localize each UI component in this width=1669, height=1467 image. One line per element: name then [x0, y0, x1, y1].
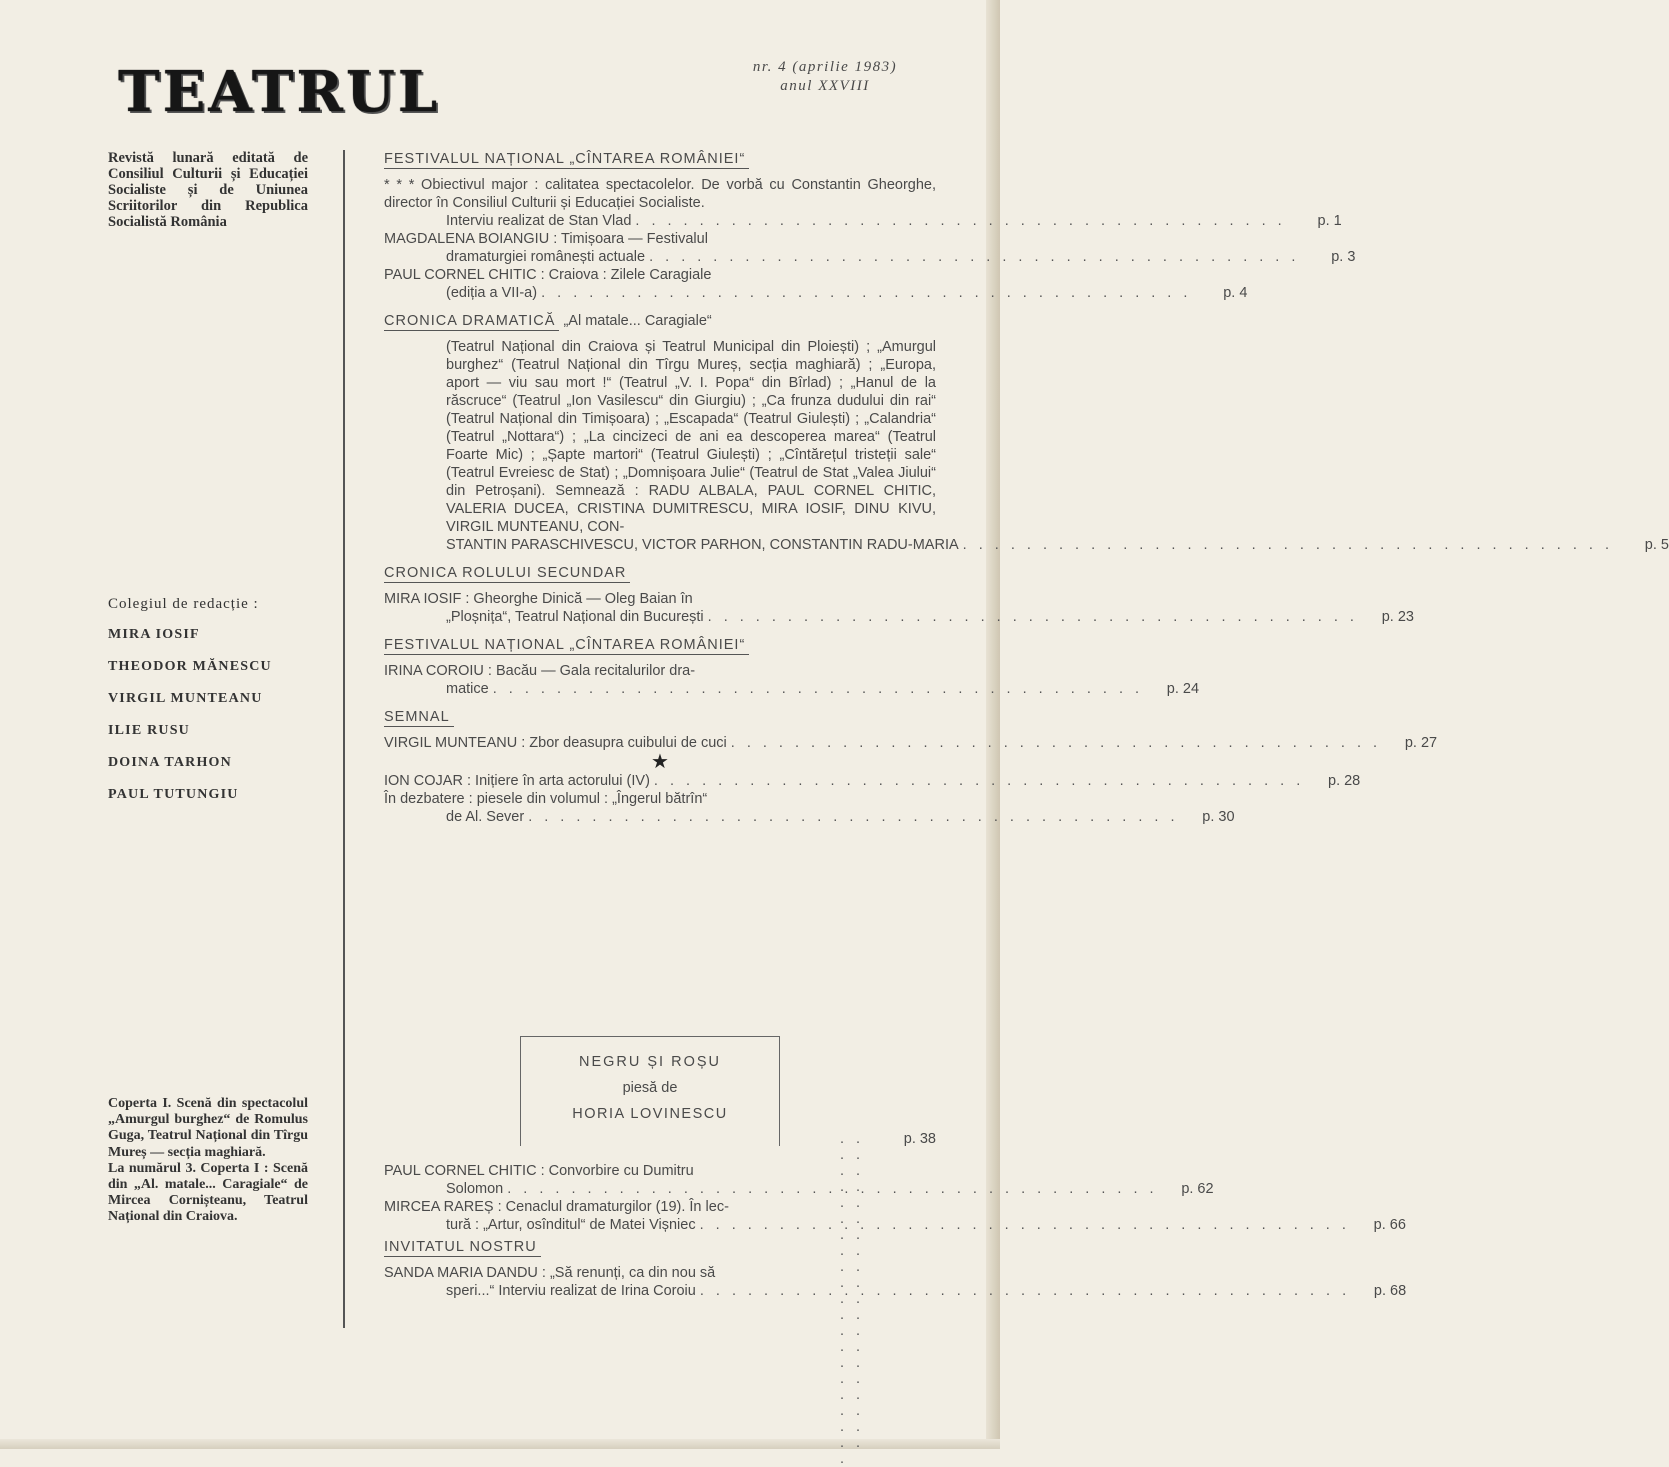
board-member: MIRA IOSIF [108, 627, 200, 642]
leader-dots [727, 734, 1385, 752]
toc-section-title: CRONICA DRAMATICĂ [384, 312, 559, 331]
board-member: ILIE RUSU [108, 723, 190, 738]
leader-dots [631, 212, 1289, 230]
toc-entry-text: speri...“ Interviu realizat de Irina Coroiu [446, 1283, 696, 1299]
leader-dots [650, 772, 1308, 790]
toc-entry-text: MAGDALENA BOIANGIU : Timișoara — Festivalul [384, 231, 708, 247]
toc-entry-text: * * * Obiectivul major : calitatea spectacolelor. De vorbă cu Constantin Gheorghe, director în Consiliul Culturii și Educației Socialiste. [384, 177, 936, 211]
toc-entry[interactable] [384, 662, 1200, 698]
leader-dots [489, 680, 1147, 698]
featured-play-box[interactable] [520, 1036, 780, 1146]
toc-page-number: p. 68 [1373, 1283, 1407, 1299]
toc-entry-text: MIRA IOSIF : Gheorghe Dinică — Oleg Baian în [384, 591, 693, 607]
toc-entry-text: SANDA MARIA DANDU : „Să renunți, ca din nou să [384, 1265, 716, 1281]
editorial-board-title: Colegiul de redacție : [108, 596, 259, 612]
toc-section-title: FESTIVALUL NAȚIONAL „CÎNTAREA ROMÂNIEI“ [384, 636, 749, 655]
leader-dots [645, 248, 1303, 266]
toc-page-number: p. 1 [1317, 213, 1342, 229]
toc-page-number: p. 4 [1223, 285, 1248, 301]
featured-play-subtitle: piesă de [622, 1080, 678, 1096]
toc-page-number: p. 5 [1644, 537, 1669, 553]
featured-play-page-line [384, 1131, 936, 1467]
toc-entry-text: de Al. Sever [446, 809, 525, 825]
toc-entry[interactable] [384, 734, 1438, 752]
toc-entry-text: STANTIN PARASCHIVESCU, VICTOR PARHON, CONSTANTIN RADU-MARIA [446, 537, 959, 553]
toc-page-number: p. 66 [1373, 1217, 1406, 1233]
publisher-note: Revistă lunară editată de Consiliul Culturii și Educației Socialiste și de Uniunea Scriitorilor din Republica Socialistă România [108, 150, 308, 230]
issue-year: anul XXVIII [780, 78, 870, 94]
toc-entry-text: MIRCEA RAREȘ : Cenaclul dramaturgilor (19). În lec- [384, 1199, 729, 1215]
toc-page-number: p. 24 [1166, 681, 1200, 697]
toc-page-number: p. 27 [1404, 735, 1438, 751]
toc-section [384, 312, 1669, 554]
toc-page-number: p. 23 [1381, 609, 1414, 625]
toc-entry-text: ION COJAR : Inițiere în arta actorului (IV) [384, 773, 650, 789]
board-member: THEODOR MĂNESCU [108, 659, 272, 674]
toc-entry-text: IRINA COROIU : Bacău — Gala recitalurilor dra- [384, 663, 696, 679]
toc-entry[interactable] [384, 790, 1235, 826]
issue-number: nr. 4 (aprilie 1983) [752, 59, 898, 75]
leader-dots [959, 536, 1617, 554]
toc-entry-text: „Ploșnița“, Teatrul Național din București [446, 609, 704, 625]
toc-entry-text: PAUL CORNEL CHITIC : Craiova : Zilele Caragiale [384, 267, 712, 283]
toc-entry[interactable] [384, 772, 1361, 790]
toc-section-title: CRONICA ROLULUI SECUNDAR [384, 564, 630, 583]
toc-entry-text: dramaturgiei românești actuale [446, 249, 646, 265]
toc-page-number: p. 28 [1328, 773, 1361, 789]
toc-section [384, 150, 1356, 302]
toc-entry-text: tură : „Artur, osînditul“ de Matei Vișniec [446, 1217, 696, 1233]
toc-entry[interactable] [384, 176, 1342, 230]
toc-entry-text: Interviu realizat de Stan Vlad [446, 213, 632, 229]
toc-entry-text: matice [446, 681, 489, 697]
toc-section [384, 708, 1438, 826]
toc-entry[interactable] [384, 338, 1669, 554]
toc-section-title: SEMNAL [384, 708, 454, 727]
toc-entry-text: VIRGIL MUNTEANU : Zbor deasupra cuibului de cuci [384, 735, 727, 751]
toc-entry-text: Solomon [446, 1181, 504, 1197]
toc-page-number: p. 62 [1181, 1181, 1214, 1197]
toc-entry[interactable] [384, 590, 1414, 626]
toc-entry-text: (ediția a VII-a) [446, 285, 538, 301]
featured-play-title: NEGRU ȘI ROȘU [578, 1054, 721, 1070]
cover-note [108, 1096, 308, 1226]
leader-dots [704, 608, 1362, 626]
column-divider [343, 150, 345, 1328]
toc-entry-text: PAUL CORNEL CHITIC : Convorbire cu Dumitru [384, 1163, 694, 1179]
editorial-board-list [108, 626, 308, 818]
leader-dots [836, 1131, 884, 1467]
leader-dots [537, 284, 1195, 302]
toc-lead-title: „Al matale... Caragiale“ [563, 313, 712, 329]
toc-entry-text: În dezbatere : piesele din volumul : „Îngerul bătrîn“ [384, 791, 708, 807]
toc-section [384, 636, 1200, 698]
board-member: DOINA TARHON [108, 755, 232, 770]
cover-note-current: Coperta I. Scenă din spectacolul „Amurgul burghez“ de Romulus Guga, Teatrul Național din Tîrgu Mureș — secția maghiară. [108, 1096, 308, 1160]
board-member: VIRGIL MUNTEANU [108, 691, 263, 706]
toc-page-number: p. 3 [1331, 249, 1356, 265]
leader-dots [524, 808, 1182, 826]
star-icon: ★ [651, 751, 669, 773]
toc-section-title: INVITATUL NOSTRU [384, 1238, 541, 1257]
toc-entry-text: (Teatrul Național din Craiova și Teatrul Municipal din Ploiești) ; „Amurgul burghez“ (Teatrul Național din Tîrgu Mureș, secția maghiară) ; „Europa, aport — viu sau mort !“ (Teatrul „V. I. Popa“ din Bîrlad) ; „Hanul de la răscruce“ (Teatrul „Ion Vasilescu“ din Giurgiu) ; „Ca frunza dudului din rai“ (Teatrul Național din Timișoara) ; „Escapada“ (Teatrul Giulești) ; „Calandria“ (Teatrul „Nottara“) ; „La cincizeci de ani ea descoperea marea“ (Teatrul Foarte Mic) ; „Șapte martori“ (Teatrul Giulești) ; „Cîntărețul tristeții sale“ (Teatrul Evreiesc de Stat) ; „Domnișoara Julie“ (Teatrul de Stat „Valea Jiului“ din Petroșani). Semnează : RADU ALBALA, PAUL CORNEL CHITIC, VALERIA DUCEA, CRISTINA DUMITRESCU, MIRA IOSIF, DINU KIVU, VIRGIL MUNTEANU, CON- [446, 339, 936, 535]
toc-section [384, 564, 1414, 626]
toc-page-number: p. 38 [903, 1131, 936, 1147]
board-member: PAUL TUTUNGIU [108, 787, 239, 802]
toc-entry[interactable] [384, 230, 1356, 266]
toc-page-number: p. 30 [1202, 809, 1235, 825]
toc-section-title: FESTIVALUL NAȚIONAL „CÎNTAREA ROMÂNIEI“ [384, 150, 749, 169]
masthead-logo: TEATRUL [118, 59, 441, 125]
toc-entry[interactable] [384, 266, 1248, 302]
issue-info [735, 58, 915, 96]
cover-note-previous: La numărul 3. Coperta I : Scenă din „Al. matale... Caragiale“ de Mircea Cornișteanu, Teatrul Național din Craiova. [108, 1160, 308, 1225]
featured-play-author: HORIA LOVINESCU [572, 1106, 728, 1122]
